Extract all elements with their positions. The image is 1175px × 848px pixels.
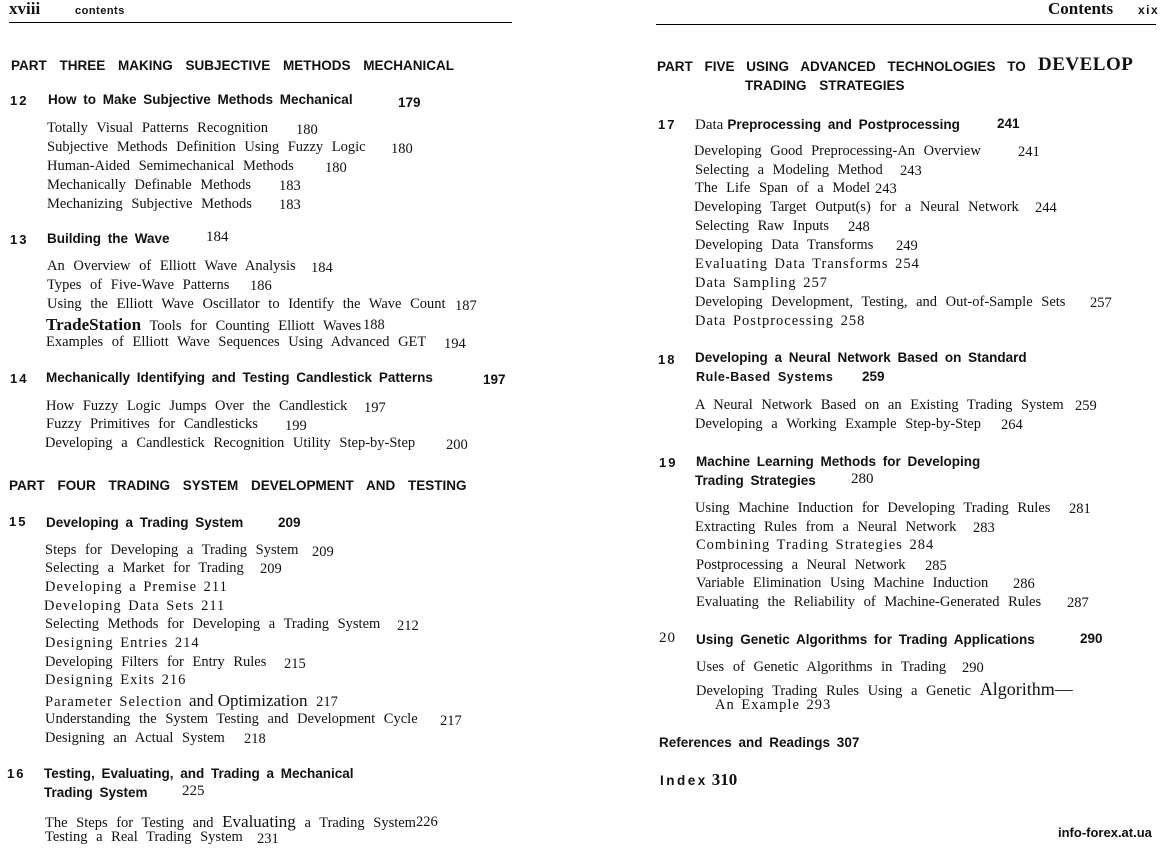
toc-entry-tail: Algorithm—	[979, 679, 1073, 699]
folio-right: xix	[1138, 3, 1160, 17]
part-five-heading: PART FIVE USING ADVANCED TECHNOLOGIES TO	[657, 59, 1026, 74]
chapter-16-title-line2: Trading System	[44, 785, 148, 800]
toc-entry[interactable]: The Life Span of a Model	[695, 180, 871, 196]
toc-entry[interactable]: A Neural Network Based on an Existing Trading System	[695, 397, 1064, 413]
toc-entry[interactable]: Postprocessing a Neural Network	[696, 557, 906, 573]
toc-entry[interactable]: Data Postprocessing 258	[695, 313, 866, 329]
toc-entry-page: 259	[1075, 398, 1097, 414]
chapter-18-page: 259	[862, 369, 885, 384]
toc-entry[interactable]: Designing Exits 216	[45, 672, 187, 688]
toc-entry[interactable]: Using Machine Induction for Developing Trading Rules	[695, 500, 1051, 516]
toc-entry[interactable]: Steps for Developing a Trading System	[45, 542, 299, 558]
toc-entry-text: Tools for Counting Elliott Waves	[141, 318, 362, 334]
chapter-19-page: 280	[851, 471, 874, 487]
toc-entry-page: 257	[1090, 295, 1112, 311]
chapter-16-title: Testing, Evaluating, and Trading a Mechanical	[44, 766, 354, 781]
toc-entry-page: 199	[285, 418, 307, 434]
toc-entry-page: 187	[455, 298, 477, 314]
toc-entry-page: 243	[900, 163, 922, 179]
toc-entry[interactable]: Evaluating the Reliability of Machine-Generated Rules	[696, 594, 1042, 610]
chapter-18-title: Developing a Neural Network Based on Standard	[695, 350, 1027, 365]
chapter-15-page: 209	[278, 515, 301, 530]
toc-entry-text: Parameter Selection	[45, 694, 189, 710]
toc-entry[interactable]: Developing Data Sets 211	[44, 598, 226, 614]
chapter-12-number: 12	[10, 93, 29, 108]
toc-entry-page: 231	[257, 831, 279, 847]
index-entry[interactable]	[660, 770, 737, 790]
chapter-20-number: 20	[659, 630, 676, 646]
toc-entry[interactable]: Combining Trading Strategies 284	[696, 537, 935, 553]
toc-entry[interactable]: Developing Good Preprocessing-An Overview	[694, 143, 981, 159]
toc-entry[interactable]: Mechanizing Subjective Methods	[47, 196, 252, 212]
references-entry[interactable]: References and Readings 307	[659, 735, 860, 750]
toc-entry-page: 283	[973, 520, 995, 536]
chapter-19-title: Machine Learning Methods for Developing	[696, 454, 981, 469]
part-four-heading: PART FOUR TRADING SYSTEM DEVELOPMENT AND TESTING	[9, 478, 467, 493]
toc-entry[interactable]: Examples of Elliott Wave Sequences Using Advanced GET	[46, 334, 427, 350]
toc-entry[interactable]: Understanding the System Testing and Development Cycle	[45, 711, 418, 727]
chapter-12-title: How to Make Subjective Methods Mechanical	[48, 92, 353, 107]
toc-entry-page: 241	[1018, 144, 1040, 160]
toc-entry[interactable]: An Example 293	[715, 697, 832, 713]
toc-entry[interactable]: Developing a Working Example Step-by-Step	[695, 416, 981, 432]
toc-entry[interactable]: Testing a Real Trading System	[45, 829, 243, 845]
toc-entry-page: 264	[1001, 417, 1023, 433]
toc-entry[interactable]: Selecting a Modeling Method	[695, 162, 883, 178]
toc-entry-page: 249	[896, 238, 918, 254]
toc-entry[interactable]: How Fuzzy Logic Jumps Over the Candlestick	[46, 398, 348, 414]
toc-entry-page: 217	[316, 694, 338, 710]
chapter-17-title	[695, 116, 960, 134]
toc-entry[interactable]: Using the Elliott Wave Oscillator to Identify the Wave Count	[47, 296, 446, 312]
toc-entry-tail: and Optimization	[188, 691, 308, 710]
toc-entry-page: 209	[312, 544, 334, 560]
index-page: 310	[711, 770, 738, 789]
chapter-15-number: 15	[9, 514, 28, 529]
chapter-16-number: 16	[7, 766, 26, 781]
toc-entry[interactable]: Totally Visual Patterns Recognition	[47, 120, 269, 136]
toc-entry-page: 215	[284, 656, 306, 672]
toc-entry-page: 180	[391, 141, 413, 157]
toc-entry-page: 287	[1067, 595, 1089, 611]
toc-entry-page: 180	[296, 122, 318, 138]
chapter-19-number: 19	[659, 455, 678, 470]
folio-left: xviii	[9, 0, 41, 18]
toc-entry-page: 183	[279, 178, 301, 194]
toc-entry-page: 217	[440, 713, 462, 729]
toc-entry[interactable]: Developing Target Output(s) for a Neural Network	[694, 199, 1019, 215]
chapter-14-number: 14	[10, 371, 29, 386]
toc-entry-page: 290	[962, 660, 984, 676]
toc-entry-page: 209	[260, 561, 282, 577]
toc-entry-page: 183	[279, 197, 301, 213]
chapter-15-title: Developing a Trading System	[46, 515, 244, 530]
part-five-heading-line2: TRADING STRATEGIES	[745, 78, 905, 93]
toc-entry[interactable]: Subjective Methods Definition Using Fuzzy Logic	[47, 139, 366, 155]
toc-entry[interactable]	[46, 315, 361, 335]
toc-entry[interactable]: Developing a Candlestick Recognition Utility Step-by-Step	[45, 435, 416, 451]
toc-entry[interactable]: Extracting Rules from a Neural Network	[695, 519, 957, 535]
toc-entry[interactable]: Evaluating Data Transforms 254	[695, 256, 920, 272]
toc-entry[interactable]	[45, 691, 338, 711]
toc-entry-page: 200	[446, 437, 468, 453]
toc-entry-page: 180	[325, 160, 347, 176]
chapter-18-title-line2: Rule-Based Systems	[696, 370, 834, 384]
chapter-17-title-text: Preprocessing and Postprocessing	[727, 117, 960, 132]
tradestation-lead: TradeStation	[46, 315, 142, 334]
toc-entry[interactable]: Designing Entries 214	[45, 635, 200, 651]
toc-entry[interactable]: Selecting Raw Inputs	[695, 218, 830, 234]
toc-entry-page: 186	[250, 278, 272, 294]
running-head-left: contents	[75, 5, 125, 17]
toc-entry-mid: Evaluating	[222, 812, 296, 831]
toc-entry-page: 212	[397, 618, 419, 634]
header-rule-left	[9, 22, 512, 23]
running-head-right: Contents	[1048, 0, 1114, 18]
header-rule-right	[656, 24, 1156, 25]
chapter-12-page: 179	[398, 95, 421, 110]
toc-entry[interactable]: Data Sampling 257	[695, 275, 828, 291]
toc-entry[interactable]: Uses of Genetic Algorithms in Trading	[696, 659, 947, 675]
chapter-17-page: 241	[997, 116, 1020, 131]
toc-entry-page: 243	[875, 181, 897, 197]
watermark: info-forex.at.ua	[1058, 825, 1152, 840]
chapter-16-page: 225	[182, 783, 205, 799]
toc-entry[interactable]: Developing Data Transforms	[695, 237, 874, 253]
toc-entry-text: The Steps for Testing and	[45, 815, 214, 831]
chapter-14-page: 197	[483, 372, 506, 387]
toc-entry[interactable]: Human-Aided Semimechanical Methods	[47, 158, 294, 174]
chapter-13-title: Building the Wave	[47, 231, 170, 246]
chapter-19-title-line2: Trading Strategies	[695, 473, 816, 488]
toc-entry[interactable]: Designing an Actual System	[45, 730, 225, 746]
toc-entry-page: 281	[1069, 501, 1091, 517]
toc-entry[interactable]: Mechanically Definable Methods	[47, 177, 252, 193]
toc-entry-page: 286	[1013, 576, 1035, 592]
toc-entry-page: 194	[444, 336, 466, 352]
chapter-20-page: 290	[1080, 631, 1103, 646]
chapter-13-number: 13	[10, 232, 29, 247]
toc-entry-text: Developing Trading Rules Using a Genetic	[696, 683, 972, 699]
chapter-14-title: Mechanically Identifying and Testing Candlestick Patterns	[46, 370, 433, 385]
toc-entry-page: 244	[1035, 200, 1057, 216]
toc-entry[interactable]: Developing Development, Testing, and Out-of-Sample Sets	[695, 294, 1066, 310]
chapter-17-number: 17	[658, 117, 677, 132]
toc-entry-page: 197	[364, 400, 386, 416]
chapter-13-page: 184	[206, 229, 229, 245]
part-three-heading: PART THREE MAKING SUBJECTIVE METHODS MECHANICAL	[11, 58, 455, 73]
toc-entry-page: 226	[416, 814, 438, 830]
toc-entry[interactable]: Developing a Premise 211	[45, 579, 228, 595]
index-label: Index	[660, 773, 708, 788]
chapter-17-title-lead: Data	[695, 117, 724, 133]
toc-entry[interactable]: Selecting a Market for Trading	[45, 560, 244, 576]
chapter-20-title: Using Genetic Algorithms for Trading Applications	[696, 632, 1035, 647]
toc-entry-page: 188	[363, 317, 385, 333]
toc-entry-page: 218	[244, 731, 266, 747]
toc-entry[interactable]: Selecting Methods for Developing a Trading System	[45, 616, 381, 632]
toc-entry-text2: a Trading System	[295, 815, 416, 831]
chapter-18-number: 18	[658, 352, 677, 367]
toc-entry[interactable]: Fuzzy Primitives for Candlesticks	[46, 416, 258, 432]
toc-entry-page: 248	[848, 219, 870, 235]
toc-entry[interactable]: Types of Five-Wave Patterns	[47, 277, 230, 293]
toc-entry[interactable]: Developing Filters for Entry Rules	[45, 654, 267, 670]
part-five-heading-tail: DEVELOP	[1038, 54, 1134, 75]
toc-entry[interactable]: An Overview of Elliott Wave Analysis	[47, 258, 296, 274]
toc-entry-page: 285	[925, 558, 947, 574]
toc-entry-page: 184	[311, 260, 333, 276]
toc-entry[interactable]: Variable Elimination Using Machine Induction	[696, 575, 989, 591]
